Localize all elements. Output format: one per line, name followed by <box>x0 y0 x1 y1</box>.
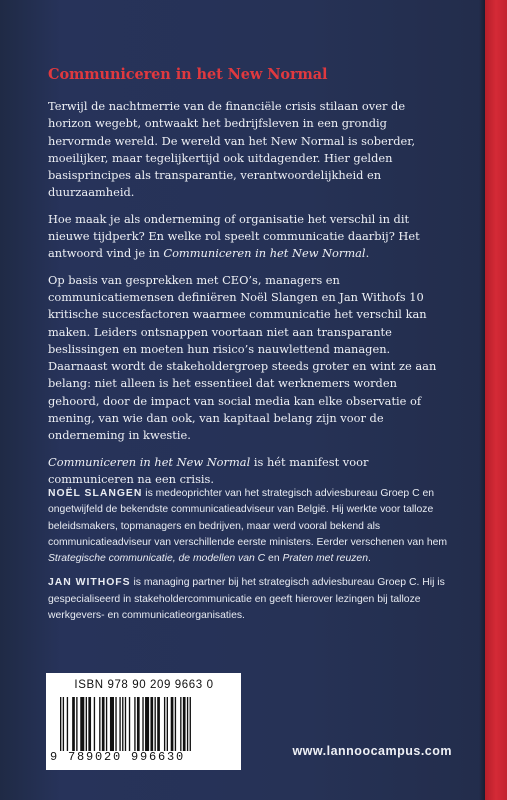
barcode-digits: 9 789020 996630 <box>50 750 186 764</box>
barcode-stripe <box>155 697 156 751</box>
barcode-stripe <box>88 697 91 751</box>
book-title: Communiceren in het New Normal <box>48 66 328 83</box>
blurb-p2-end: . <box>365 246 370 261</box>
barcode-stripe <box>157 697 160 751</box>
blurb-p4-title: Communiceren in het New Normal <box>48 454 251 469</box>
barcode-stripe <box>99 697 100 751</box>
barcode-stripe <box>190 697 191 751</box>
barcode-stripe <box>187 697 188 751</box>
blurb-p2-title: Communiceren in het New Normal <box>163 246 366 261</box>
author-1-text: is medeoprichter van het strategisch adviesbureau Groep C en ongetwijfeld de bekendste communicatieadviseur van België. Hij werkte voor talloze beleidsmakers, topmanagers en bedrijven, maar werd vooral bekend als communicatieadviseur van verschillende eerste ministers. Eerder verschenen van hem <box>48 488 448 548</box>
blurb-p2-text: Hoe maak je als onderneming of organisatie het verschil in dit nieuwe tijdperk? En welke rol speelt communicatie daarbij? Het antwoord vind je in <box>48 211 420 261</box>
bio-author-1 <box>48 486 448 567</box>
red-spine <box>485 0 507 800</box>
barcode-stripe <box>94 697 95 751</box>
barcode-stripe <box>80 697 84 751</box>
author-2-text: is managing partner bij het strategisch adviesbureau Groep C. Hij is gespecialiseerd in stakeholdercommunicatie en geeft hierover lezingen bij talloze werkgevers- en communicatieorganisaties. <box>48 577 445 622</box>
barcode-stripe <box>134 697 135 751</box>
author-1-book-1: Strategische communicatie, de modellen van C <box>48 553 266 565</box>
author-bios <box>48 486 448 632</box>
barcode-stripe <box>76 697 77 751</box>
barcode-stripe <box>142 697 143 751</box>
barcode-stripe <box>167 697 168 751</box>
barcode-stripe <box>72 697 75 751</box>
blurb-paragraph-2 <box>48 211 448 263</box>
author-1-and: en <box>265 553 283 565</box>
barcode-stripe <box>183 697 186 751</box>
barcode-stripe <box>63 697 64 751</box>
barcode-stripe <box>122 697 123 751</box>
bio-author-2 <box>48 575 448 624</box>
author-1-name: NOËL SLANGEN <box>48 488 143 499</box>
barcode-stripe <box>125 697 126 751</box>
barcode-stripe <box>115 697 116 751</box>
barcode-stripe <box>86 697 87 751</box>
barcode-box <box>46 673 241 770</box>
barcode-stripe <box>171 697 174 751</box>
author-2-name: JAN WITHOFS <box>48 577 131 589</box>
blurb-paragraph-3: Op basis van gesprekken met CEO’s, managers en communicatiemensen definiëren Noël Slangen en Jan Withofs 10 kritische succesfactoren waarmee communicatie het verschil kan maken. Leiders ontsnappen voortaan niet aan transparante beslissingen en moeten hun risico’s nauwlettend managen. Daarnaast wordt de stakeholdergroep steeds groter en wint ze aan belang: niet alleen is het essentieel dat werknemers worden gehoord, door de impact van social media kan elke observatie of mening, van wie dan ook, van kapitaal belang zijn voor de onderneming in kwestie. <box>48 272 437 443</box>
barcode-stripe <box>164 697 165 751</box>
author-1-end: . <box>368 553 371 565</box>
barcode-stripe <box>102 697 105 751</box>
barcode-stripe <box>67 697 68 751</box>
barcode-stripe <box>175 697 176 751</box>
author-1-book-2: Praten met reuzen <box>282 553 368 565</box>
blurb-paragraph-1: Terwijl de nachtmerrie van de financiële crisis stilaan over de horizon wegebt, ontwaakt het bedrijfsleven in een grondig hervormde wereld. De wereld van het New Normal is soberder, moeilijker, maar tegelijkertijd ook uitdagender. Hier gelden basisprincipes als transparantie, verantwoordelijkheid en duurzaamheid. <box>48 99 416 200</box>
barcode-stripe <box>150 697 153 751</box>
barcode-stripe <box>129 697 130 751</box>
barcode-stripe <box>180 697 181 751</box>
publisher-website: www.lannoocampus.com <box>292 744 452 758</box>
barcode-stripe <box>60 697 61 751</box>
blurb-p4-text: is hét manifest voor communiceren na een crisis. <box>48 454 369 486</box>
barcode-stripe <box>145 697 149 751</box>
blurb <box>48 98 448 497</box>
blurb-paragraph-4 <box>48 454 448 489</box>
barcode-stripe <box>106 697 107 751</box>
barcode-bars <box>60 697 228 751</box>
barcode-stripe <box>137 697 140 751</box>
barcode-stripe <box>110 697 114 751</box>
isbn-label: ISBN 978 90 209 9663 0 <box>74 679 214 691</box>
barcode-stripe <box>119 697 120 751</box>
